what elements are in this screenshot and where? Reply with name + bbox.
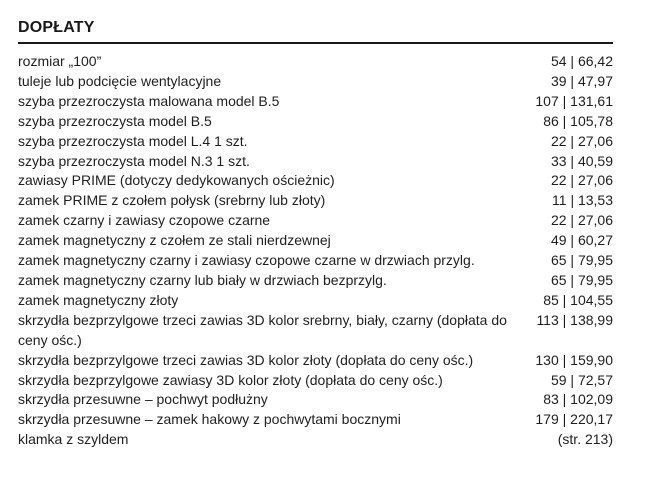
surcharge-row bbox=[18, 271, 613, 291]
surcharge-row bbox=[18, 72, 613, 92]
surcharge-label: szyba przezroczysta model L.4 1 szt. bbox=[18, 132, 248, 149]
section-title: DOPŁATY bbox=[18, 19, 95, 36]
surcharge-price: 83 | 102,09 bbox=[543, 391, 613, 408]
surcharge-price: 11 | 13,53 bbox=[552, 192, 613, 209]
title-underline bbox=[18, 42, 613, 44]
surcharge-price: (str. 213) bbox=[557, 431, 613, 448]
surcharge-label: tuleje lub podcięcie wentylacyjne bbox=[18, 72, 222, 89]
surcharge-label: zamek magnetyczny czarny lub biały w drzwiach bezprzylg. bbox=[18, 271, 387, 288]
surcharge-price: 65 | 79,95 bbox=[550, 271, 613, 288]
surcharge-price: 179 | 220,17 bbox=[535, 411, 613, 428]
surcharge-label: szyba przezroczysta model B.5 bbox=[18, 112, 212, 129]
surcharge-row bbox=[18, 410, 613, 430]
surcharge-label: zamek magnetyczny z czołem ze stali nierdzewnej bbox=[18, 232, 331, 249]
surcharge-label: skrzydła bezprzylgowe trzeci zawias 3D kolor srebrny, biały, czarny (dopłata do ceny ośc.) bbox=[18, 311, 507, 348]
surcharge-label: skrzydła przesuwne – zamek hakowy z pochwytami bocznymi bbox=[18, 411, 401, 428]
surcharge-price: 22 | 27,06 bbox=[550, 172, 613, 189]
surcharge-row bbox=[18, 371, 613, 391]
surcharge-label: zamek magnetyczny złoty bbox=[18, 291, 179, 308]
surcharge-label: rozmiar „100” bbox=[18, 53, 102, 69]
surcharge-row bbox=[18, 430, 613, 450]
surcharge-row bbox=[18, 251, 613, 271]
surcharge-row bbox=[18, 171, 613, 191]
surcharge-price: 85 | 104,55 bbox=[543, 291, 613, 308]
surcharge-label: skrzydła przesuwne – pochwyt podłużny bbox=[18, 391, 268, 408]
surcharge-label: szyba przezroczysta model N.3 1 szt. bbox=[18, 152, 250, 169]
surcharge-row bbox=[18, 351, 613, 371]
surcharge-row bbox=[18, 231, 613, 251]
surcharge-row bbox=[18, 211, 613, 231]
surcharge-row bbox=[18, 132, 613, 152]
surcharge-list bbox=[18, 52, 613, 450]
surcharge-label: klamka z szyldem bbox=[18, 431, 129, 448]
surcharge-label: zamek PRIME z czołem połysk (srebrny lub złoty) bbox=[18, 192, 326, 209]
surcharge-price: 86 | 105,78 bbox=[543, 112, 613, 129]
surcharge-row bbox=[18, 92, 613, 112]
surcharge-price: 113 | 138,99 bbox=[536, 311, 613, 328]
surcharge-price: 49 | 60,27 bbox=[550, 232, 613, 249]
surcharge-row bbox=[18, 112, 613, 132]
surcharge-row bbox=[18, 52, 613, 72]
surcharge-price: 130 | 159,90 bbox=[535, 351, 613, 368]
surcharge-row bbox=[18, 191, 613, 211]
surcharge-label: zawiasy PRIME (dotyczy dedykowanych ościeżnic) bbox=[18, 172, 335, 189]
surcharge-price: 39 | 47,97 bbox=[550, 72, 613, 89]
surcharges-section bbox=[18, 16, 613, 450]
surcharge-label: zamek magnetyczny czarny i zawiasy czopowe czarne w drzwiach przylg. bbox=[18, 252, 475, 269]
surcharge-label: zamek czarny i zawiasy czopowe czarne bbox=[18, 212, 271, 229]
surcharge-price: 65 | 79,95 bbox=[550, 252, 613, 269]
surcharge-row bbox=[18, 311, 613, 351]
surcharge-label: skrzydła bezprzylgowe trzeci zawias 3D kolor złoty (dopłata do ceny ośc.) bbox=[18, 351, 474, 368]
surcharge-price: 59 | 72,57 bbox=[550, 371, 613, 388]
surcharge-row bbox=[18, 291, 613, 311]
surcharge-label: skrzydła bezprzylgowe zawiasy 3D kolor złoty (dopłata do ceny ośc.) bbox=[18, 371, 443, 388]
surcharge-row bbox=[18, 390, 613, 410]
surcharge-price: 22 | 27,06 bbox=[550, 212, 613, 229]
surcharge-row bbox=[18, 152, 613, 172]
surcharge-price: 54 | 66,42 bbox=[550, 53, 613, 69]
surcharge-price: 107 | 131,61 bbox=[535, 92, 613, 109]
surcharge-price: 33 | 40,59 bbox=[550, 152, 613, 169]
surcharge-price: 22 | 27,06 bbox=[550, 132, 613, 149]
surcharge-label: szyba przezroczysta malowana model B.5 bbox=[18, 92, 280, 109]
